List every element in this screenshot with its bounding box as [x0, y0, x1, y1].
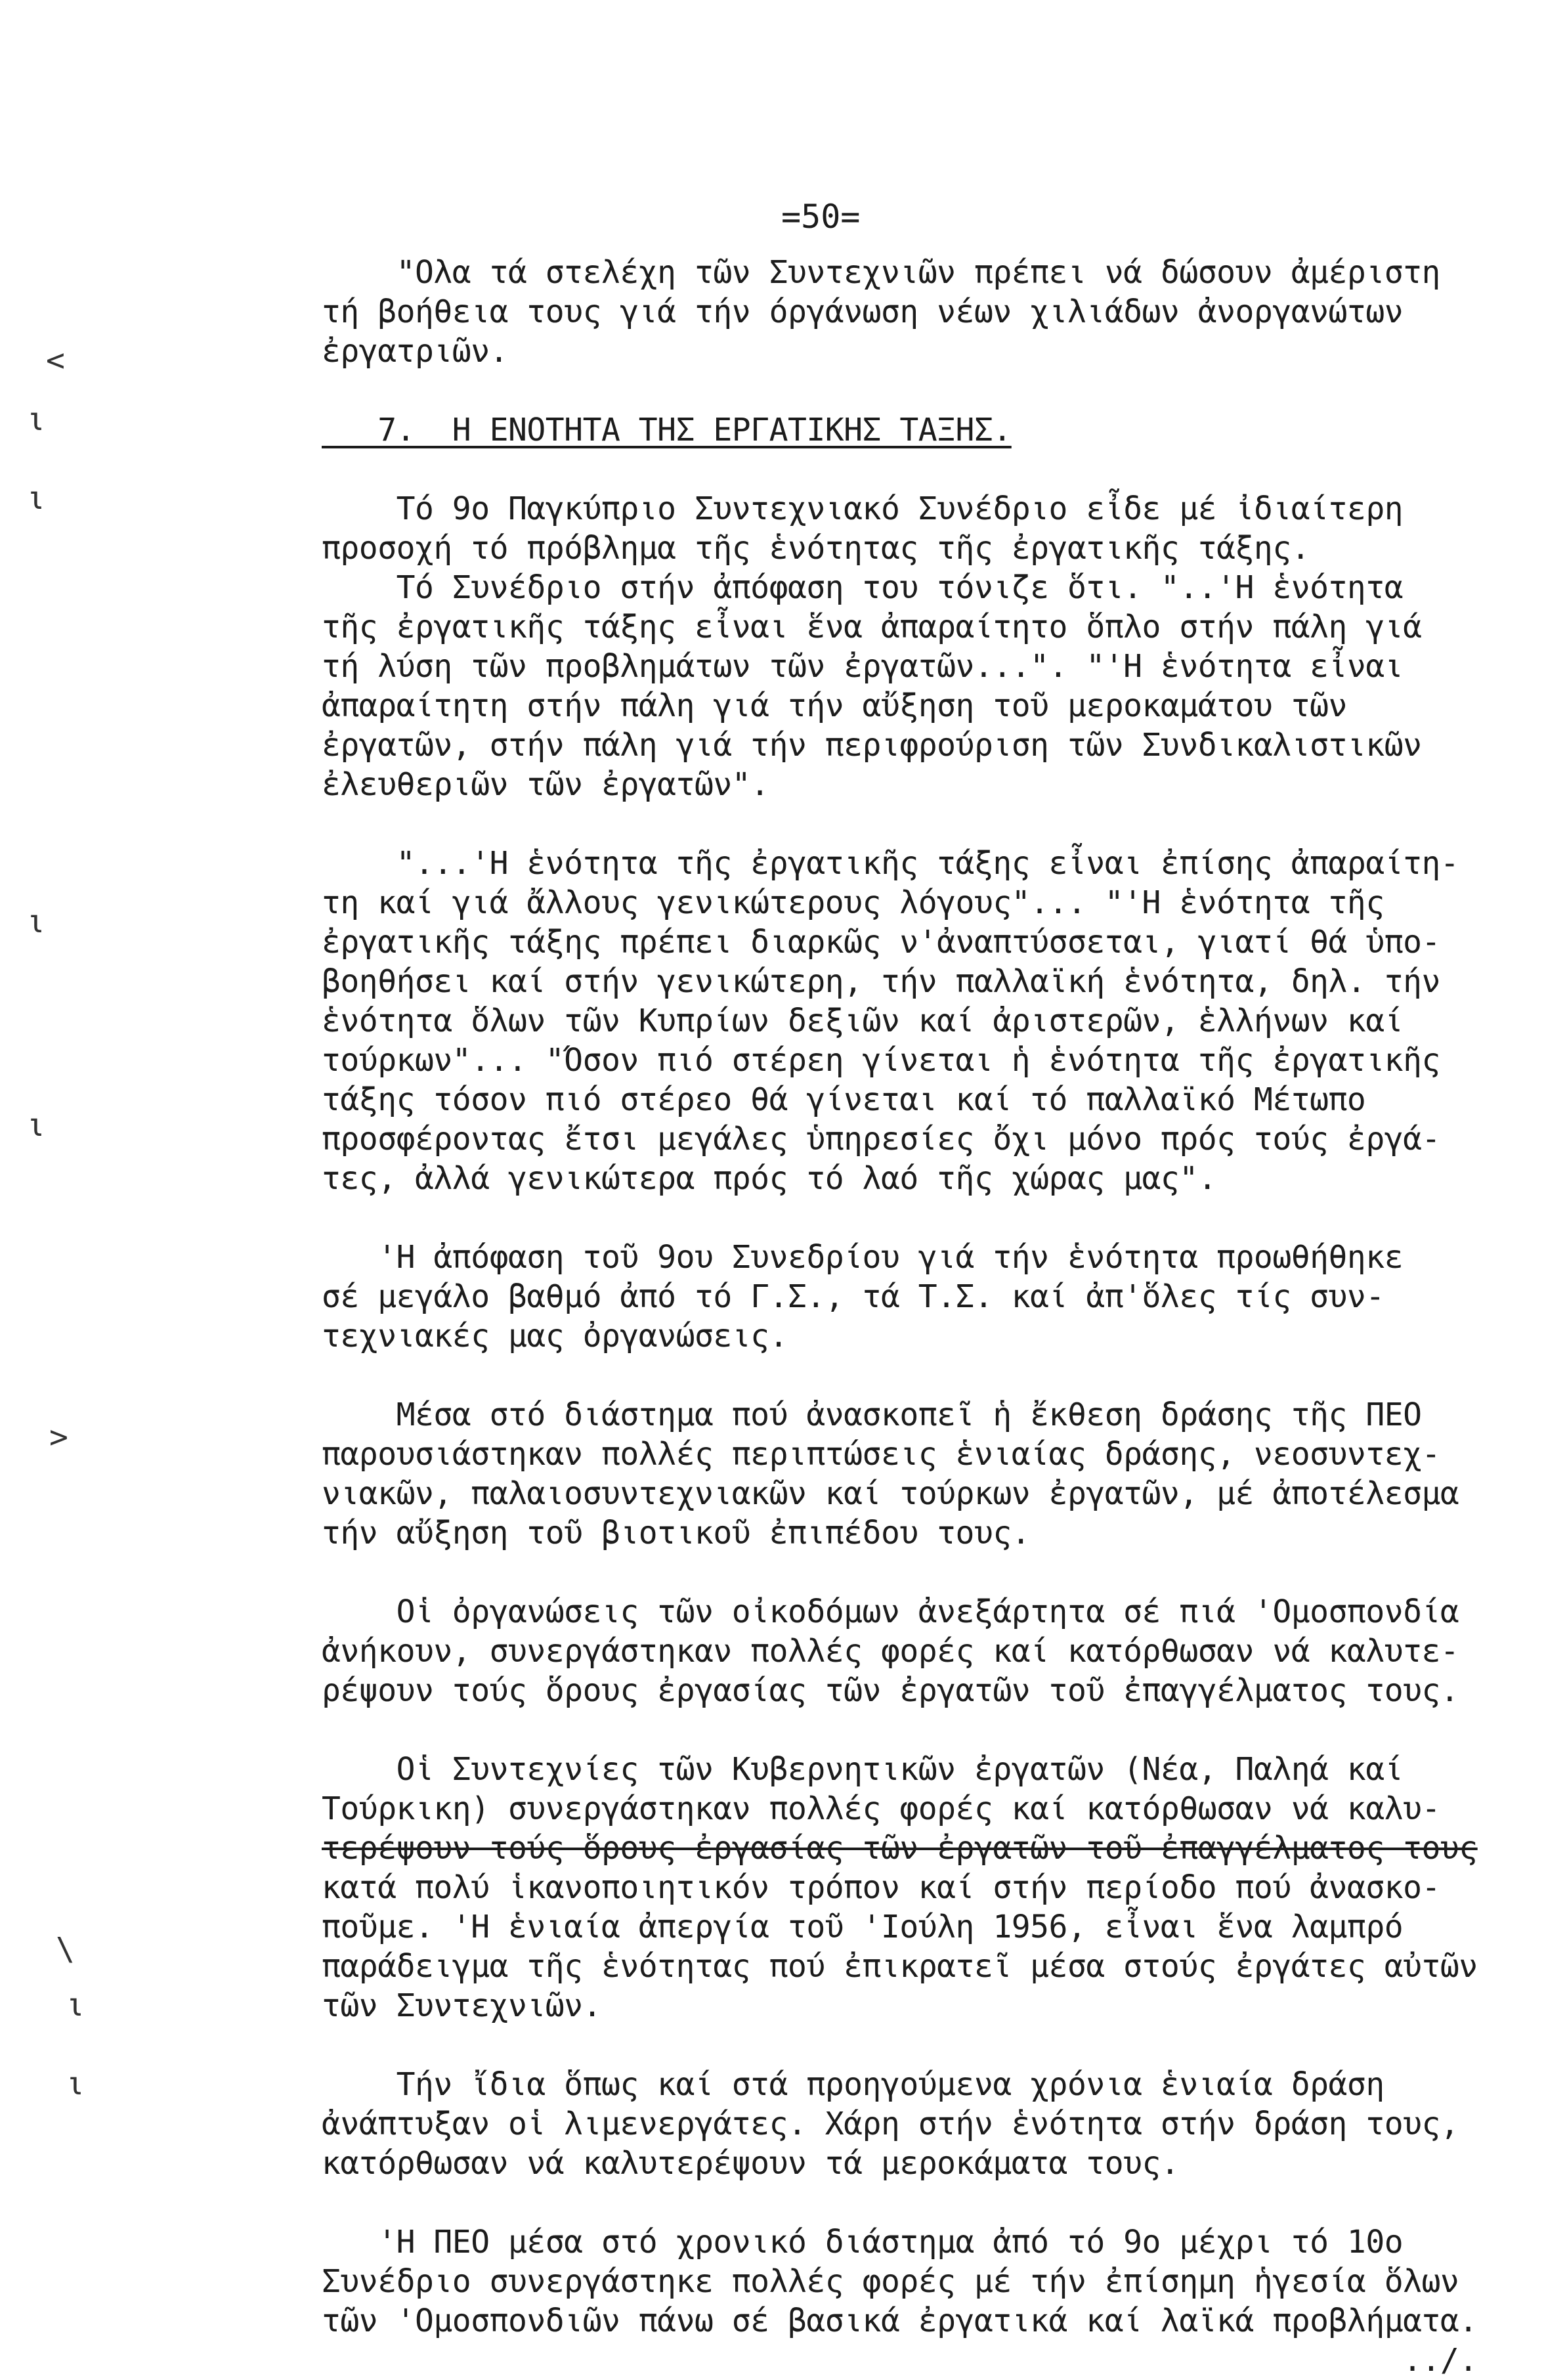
text-line: "Ολα τά στελέχη τῶν Συντεχνιῶν πρέπει νά δώσουν ἀμέριστη	[322, 254, 1440, 291]
text-line: ποῦμε. 'Η ἑνιαία ἀπεργία τοῦ 'Ιούλη 1956, εἶναι ἕνα λαμπρό	[322, 1909, 1404, 1945]
text-line: Μέσα στό διάστημα πού ἀνασκοπεῖ ἡ ἔκθεση δράσης τῆς ΠΕΟ	[322, 1396, 1422, 1433]
margin-mark: ι	[26, 401, 45, 438]
text-line: σέ μεγάλο βαθμό ἀπό τό Γ.Σ., τά Τ.Σ. καί ἀπ'ὅλες τίς συν-	[322, 1278, 1385, 1315]
text-line: ἑνότητα ὅλων τῶν Κυπρίων δεξιῶν καί ἀριστερῶν, ἑλλήνων καί	[322, 1003, 1404, 1039]
text-line: παρουσιάστηκαν πολλές περιπτώσεις ἑνιαίας δράσης, νεοσυντεχ-	[322, 1436, 1440, 1473]
text-line: τεχνιακές μας ὀργανώσεις.	[322, 1318, 788, 1354]
text-line: νιακῶν, παλαιοσυντεχνιακῶν καί τούρκων ἐργατῶν, μέ ἀποτέλεσμα	[322, 1475, 1459, 1512]
text-line: ἀπαραίτητη στήν πάλη γιά τήν αὔξηση τοῦ μεροκαμάτου τῶν	[322, 687, 1347, 724]
struck-line: τερέψουν τούς ὅρους ἐργασίας τῶν ἐργατῶν τοῦ ἐπαγγέλματος τους	[322, 1830, 1478, 1867]
margin-mark: ι	[66, 1987, 85, 2023]
text-line: ἐλευθεριῶν τῶν ἐργατῶν".	[322, 766, 769, 803]
text-line: παράδειγμα τῆς ἑνότητας πού ἐπικρατεῖ μέσα στούς ἐργάτες αὐτῶν	[322, 1948, 1478, 1985]
text-line: τη καί γιά ἄλλους γενικώτερους λόγους"... "'Η ἑνότητα τῆς	[322, 884, 1385, 921]
margin-mark: ι	[26, 1107, 45, 1144]
text-line: προσοχή τό πρόβλημα τῆς ἑνότητας τῆς ἐργατικῆς τάξης.	[322, 530, 1310, 567]
margin-mark: \	[56, 1931, 75, 1968]
text-line: 'Η ἀπόφαση τοῦ 9ου Συνεδρίου γιά τήν ἑνότητα προωθήθηκε	[322, 1239, 1404, 1276]
margin-mark: ι	[26, 903, 45, 940]
text-line: Συνέδριο συνεργάστηκε πολλές φορές μέ τήν ἐπίσημη ἡγεσία ὅλων	[322, 2263, 1459, 2300]
text-line: ρέψουν τούς ὅρους ἐργασίας τῶν ἐργατῶν τοῦ ἐπαγγέλματος τους.	[322, 1672, 1459, 1709]
text-line: προσφέροντας ἔτσι μεγάλες ὑπηρεσίες ὄχι μόνο πρός τούς ἐργά-	[322, 1121, 1440, 1158]
margin-mark: >	[49, 1419, 68, 1456]
text-line: τῶν 'Ομοσπονδιῶν πάνω σέ βασικά ἐργατικά καί λαϊκά προβλήματα.	[322, 2303, 1478, 2339]
text-line: τούρκων"... "Όσον πιό στέρεη γίνεται ἡ ἑνότητα τῆς ἐργατικῆς	[322, 1042, 1440, 1079]
text-line: ἀνήκουν, συνεργάστηκαν πολλές φορές καί κατόρθωσαν νά καλυτε-	[322, 1633, 1459, 1670]
margin-mark: ι	[26, 480, 45, 517]
text-line: Οἱ Συντεχνίες τῶν Κυβερνητικῶν ἐργατῶν (Νέα, Παληά καί	[322, 1751, 1404, 1788]
text-line: Τήν ἴδια ὅπως καί στά προηγούμενα χρόνια ἑνιαία δράση	[322, 2066, 1385, 2103]
text-line: "...'Η ἑνότητα τῆς ἐργατικῆς τάξης εἶναι ἐπίσης ἀπαραίτη-	[322, 845, 1459, 882]
page-number: =50=	[781, 198, 861, 236]
text-line: τάξης τόσον πιό στέρεο θά γίνεται καί τό παλλαϊκό Μέτωπο	[322, 1081, 1366, 1118]
text-line: βοηθήσει καί στήν γενικώτερη, τήν παλλαϊκή ἑνότητα, δηλ. τήν	[322, 963, 1440, 1000]
text-line: τή βοήθεια τους γιά τήν όργάνωση νέων χιλιάδων ἀνοργανώτων	[322, 293, 1404, 330]
text-line: κατόρθωσαν νά καλυτερέψουν τά μεροκάματα τους.	[322, 2145, 1180, 2182]
text-line: Οἱ ὀργανώσεις τῶν οἰκοδόμων ἀνεξάρτητα σέ πιά 'Ομοσπονδία	[322, 1593, 1459, 1630]
section-heading: 7. Η ΕΝΟΤΗΤΑ ΤΗΣ ΕΡΓΑΤΙΚΗΣ ΤΑΞΗΣ.	[322, 412, 1012, 448]
text-line: τῶν Συντεχνιῶν.	[322, 1987, 601, 2024]
margin-mark: <	[46, 342, 65, 379]
text-line: τή λύση τῶν προβλημάτων τῶν ἐργατῶν...". "'Η ἑνότητα εἶναι	[322, 648, 1404, 685]
text-line: ἀνάπτυξαν οἱ λιμενεργάτες. Χάρη στήν ἑνότητα στήν δράση τους,	[322, 2106, 1459, 2142]
text-line: τήν αὔξηση τοῦ βιοτικοῦ ἐπιπέδου τους.	[322, 1515, 1031, 1551]
text-line: τῆς ἐργατικῆς τάξης εἶναι ἕνα ἀπαραίτητο ὅπλο στήν πάλη γιά	[322, 609, 1422, 645]
text-line: Τούρκικη) συνεργάστηκαν πολλές φορές καί κατόρθωσαν νά καλυ-	[322, 1790, 1440, 1827]
text-line: ../.	[322, 2342, 1478, 2379]
margin-mark: ι	[66, 2066, 85, 2102]
text-line: Τό 9ο Παγκύπριο Συντεχνιακό Συνέδριο εἶδε μέ ἰδιαίτερη	[322, 490, 1404, 527]
text-line: τες, ἀλλά γενικώτερα πρός τό λαό τῆς χώρας μας".	[322, 1160, 1217, 1197]
text-line: κατά πολύ ἱκανοποιητικόν τρόπον καί στήν περίοδο πού ἀνασκο-	[322, 1869, 1440, 1906]
text-line: ἐργατικῆς τάξης πρέπει διαρκῶς ν'ἀναπτύσσεται, γιατί θά ὑπο-	[322, 924, 1440, 961]
text-line: 'Η ΠΕΟ μέσα στό χρονικό διάστημα ἀπό τό 9ο μέχρι τό 10ο	[322, 2224, 1404, 2261]
text-line: ἐργατῶν, στήν πάλη γιά τήν περιφρούριση τῶν Συνδικαλιστικῶν	[322, 727, 1422, 764]
text-line: ἐργατριῶν.	[322, 333, 508, 370]
text-line: Τό Συνέδριο στήν ἀπόφαση του τόνιζε ὅτι. "..'Η ἑνότητα	[322, 569, 1404, 606]
